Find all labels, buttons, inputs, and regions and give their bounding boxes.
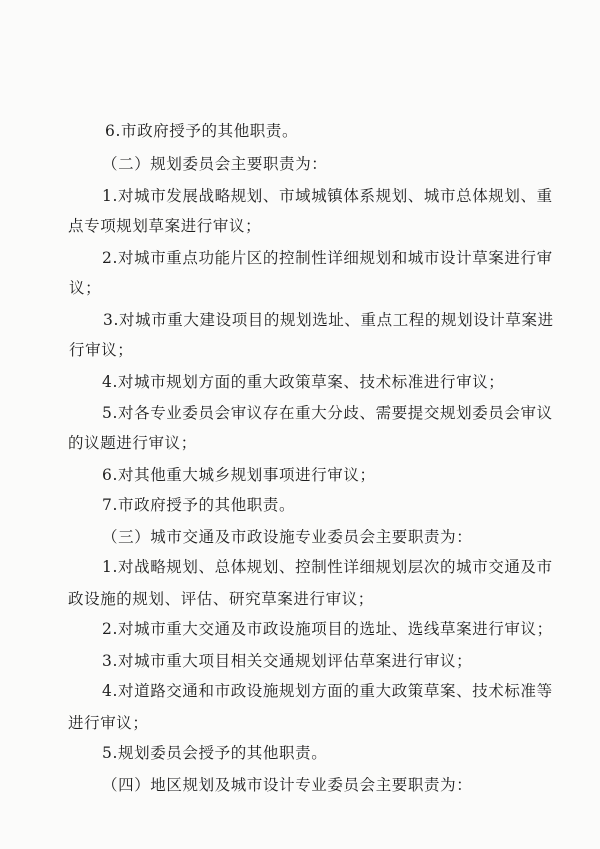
section-heading: （四）地区规划及城市设计专业委员会主要职责为： — [102, 776, 473, 794]
text-line: 行审议； — [69, 341, 134, 359]
text-line: 2.对城市重大交通及市政设施项目的选址、选线草案进行审议； — [102, 620, 553, 638]
text-line: 进行审议； — [68, 714, 149, 732]
section-heading: （二）规划委员会主要职责为： — [102, 155, 328, 173]
text-line: 4.对城市规划方面的重大政策草案、技术标准进行审议； — [102, 373, 505, 391]
text-line: 政设施的规划、评估、研究草案进行审议； — [68, 590, 374, 608]
text-line: 6.对其他重大城乡规划事项进行审议； — [102, 466, 376, 484]
text-line: 3.对城市重大项目相关交通规划评估草案进行审议； — [102, 652, 473, 670]
section-heading: （三）城市交通及市政设施专业委员会主要职责为： — [102, 528, 473, 546]
text-line: 5.对各专业委员会审议存在重大分歧、需要提交规划委员会审议 — [102, 404, 553, 422]
text-line: 1.对战略规划、总体规划、控制性详细规划层次的城市交通及市 — [102, 558, 553, 576]
text-line: 点专项规划草案进行审议； — [68, 217, 262, 235]
text-line: 的议题进行审议； — [68, 434, 197, 452]
text-line: 议； — [69, 279, 102, 297]
text-line: 3.对城市重大建设项目的规划选址、重点工程的规划设计草案进 — [103, 311, 554, 329]
text-line: 2.对城市重点功能片区的控制性详细规划和城市设计草案进行审 — [102, 249, 553, 267]
text-line: 7.市政府授予的其他职责。 — [102, 496, 296, 514]
text-line: 4.对道路交通和市政设施规划方面的重大政策草案、技术标准等 — [102, 682, 553, 700]
text-line: 1.对城市发展战略规划、市域城镇体系规划、城市总体规划、重 — [102, 187, 553, 205]
text-line: 6.市政府授予的其他职责。 — [105, 122, 299, 140]
text-line: 5.规划委员会授予的其他职责。 — [102, 744, 328, 762]
